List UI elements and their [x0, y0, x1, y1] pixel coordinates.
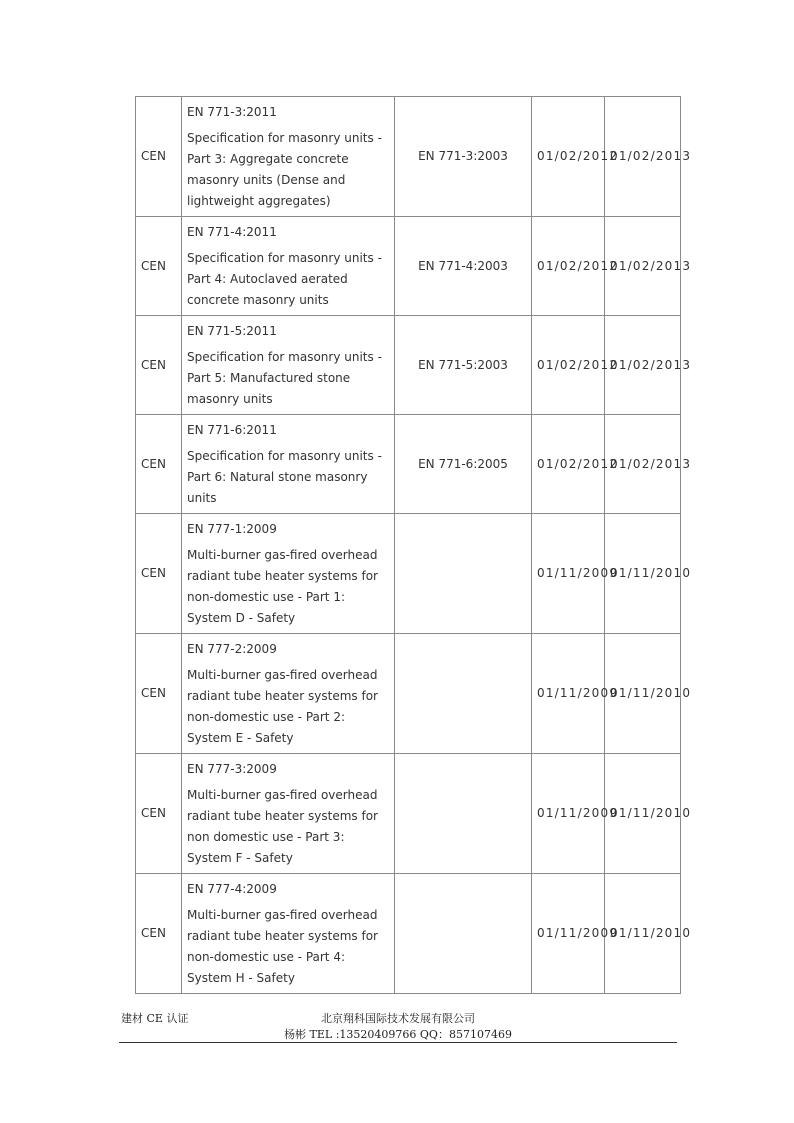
- table-row: [136, 97, 681, 217]
- date-end-coexistence-cell: 01/11/2010: [605, 514, 681, 634]
- date-cessation-cell: 01/11/2009: [532, 874, 605, 994]
- standard-title: Multi-burner gas-fired overhead radiant tube heater systems for non-domestic use - Part 4: System H - Safety: [187, 907, 378, 985]
- table-row: [136, 634, 681, 754]
- superseded-cell: [395, 754, 532, 874]
- standards-table-body: [136, 97, 692, 994]
- standard-title: Multi-burner gas-fired overhead radiant tube heater systems for non domestic use - Part 3: System F - Safety: [187, 787, 378, 865]
- date-cessation-cell: 01/11/2009: [532, 514, 605, 634]
- superseded-cell: EN 771-5:2003: [395, 316, 532, 415]
- date-cessation-cell: 01/02/2012: [532, 316, 605, 415]
- date-end-coexistence-cell: 01/02/2013: [605, 217, 681, 316]
- org-cell: CEN: [136, 514, 182, 634]
- reference-cell: [182, 754, 395, 874]
- reference-cell: [182, 415, 395, 514]
- superseded-cell: [395, 634, 532, 754]
- org-cell: CEN: [136, 754, 182, 874]
- superseded-cell: EN 771-3:2003: [395, 97, 532, 217]
- reference-cell: [182, 97, 395, 217]
- standard-code: EN 771-4:2011: [187, 224, 277, 239]
- standard-title: Multi-burner gas-fired overhead radiant tube heater systems for non-domestic use - Part 2: System E - Safety: [187, 667, 378, 745]
- standard-code: EN 777-2:2009: [187, 641, 277, 656]
- date-end-coexistence-cell: 01/02/2013: [605, 415, 681, 514]
- date-cessation-cell: 01/02/2012: [532, 97, 605, 217]
- superseded-cell: EN 771-6:2005: [395, 415, 532, 514]
- date-end-coexistence-cell: 01/11/2010: [605, 874, 681, 994]
- table-row: [136, 874, 681, 994]
- org-cell: CEN: [136, 634, 182, 754]
- table-row: [136, 754, 681, 874]
- standard-title: Specification for masonry units - Part 5: Manufactured stone masonry units: [187, 349, 382, 406]
- reference-cell: [182, 217, 395, 316]
- date-cessation-cell: 01/02/2012: [532, 415, 605, 514]
- standard-title: Specification for masonry units - Part 3: Aggregate concrete masonry units (Dense and lightweight aggregates): [187, 130, 382, 208]
- org-cell: CEN: [136, 415, 182, 514]
- date-end-coexistence-cell: 01/11/2010: [605, 634, 681, 754]
- date-end-coexistence-cell: 01/02/2013: [605, 316, 681, 415]
- org-cell: CEN: [136, 316, 182, 415]
- date-cessation-cell: 01/11/2009: [532, 754, 605, 874]
- footer-company-name: 北京翔科国际技术发展有限公司: [321, 1012, 475, 1025]
- standard-title: Specification for masonry units - Part 6: Natural stone masonry units: [187, 448, 382, 505]
- page-footer: [119, 1008, 677, 1043]
- footer-contact: 杨彬 TEL :13520409766 QQ：857107469: [284, 1028, 512, 1041]
- reference-cell: [182, 316, 395, 415]
- reference-cell: [182, 874, 395, 994]
- standard-code: EN 777-4:2009: [187, 881, 277, 896]
- table-row: [136, 217, 681, 316]
- standard-code: EN 777-1:2009: [187, 521, 277, 536]
- superseded-cell: [395, 514, 532, 634]
- date-cessation-cell: 01/11/2009: [532, 634, 605, 754]
- table-row: [136, 415, 681, 514]
- date-end-coexistence-cell: 01/11/2010: [605, 754, 681, 874]
- reference-cell: [182, 634, 395, 754]
- date-end-coexistence-cell: 01/02/2013: [605, 97, 681, 217]
- standard-code: EN 771-3:2011: [187, 104, 277, 119]
- org-cell: CEN: [136, 97, 182, 217]
- footer-category: 建材 CE 认证: [121, 1012, 189, 1025]
- standard-title: Multi-burner gas-fired overhead radiant tube heater systems for non-domestic use - Part 1: System D - Safety: [187, 547, 378, 625]
- standards-table: [135, 96, 692, 994]
- standard-title: Specification for masonry units - Part 4: Autoclaved aerated concrete masonry units: [187, 250, 382, 307]
- table-row: [136, 316, 681, 415]
- standard-code: EN 777-3:2009: [187, 761, 277, 776]
- org-cell: CEN: [136, 217, 182, 316]
- superseded-cell: [395, 874, 532, 994]
- standard-code: EN 771-6:2011: [187, 422, 277, 437]
- org-cell: CEN: [136, 874, 182, 994]
- superseded-cell: EN 771-4:2003: [395, 217, 532, 316]
- standard-code: EN 771-5:2011: [187, 323, 277, 338]
- date-cessation-cell: 01/02/2012: [532, 217, 605, 316]
- table-row: [136, 514, 681, 634]
- reference-cell: [182, 514, 395, 634]
